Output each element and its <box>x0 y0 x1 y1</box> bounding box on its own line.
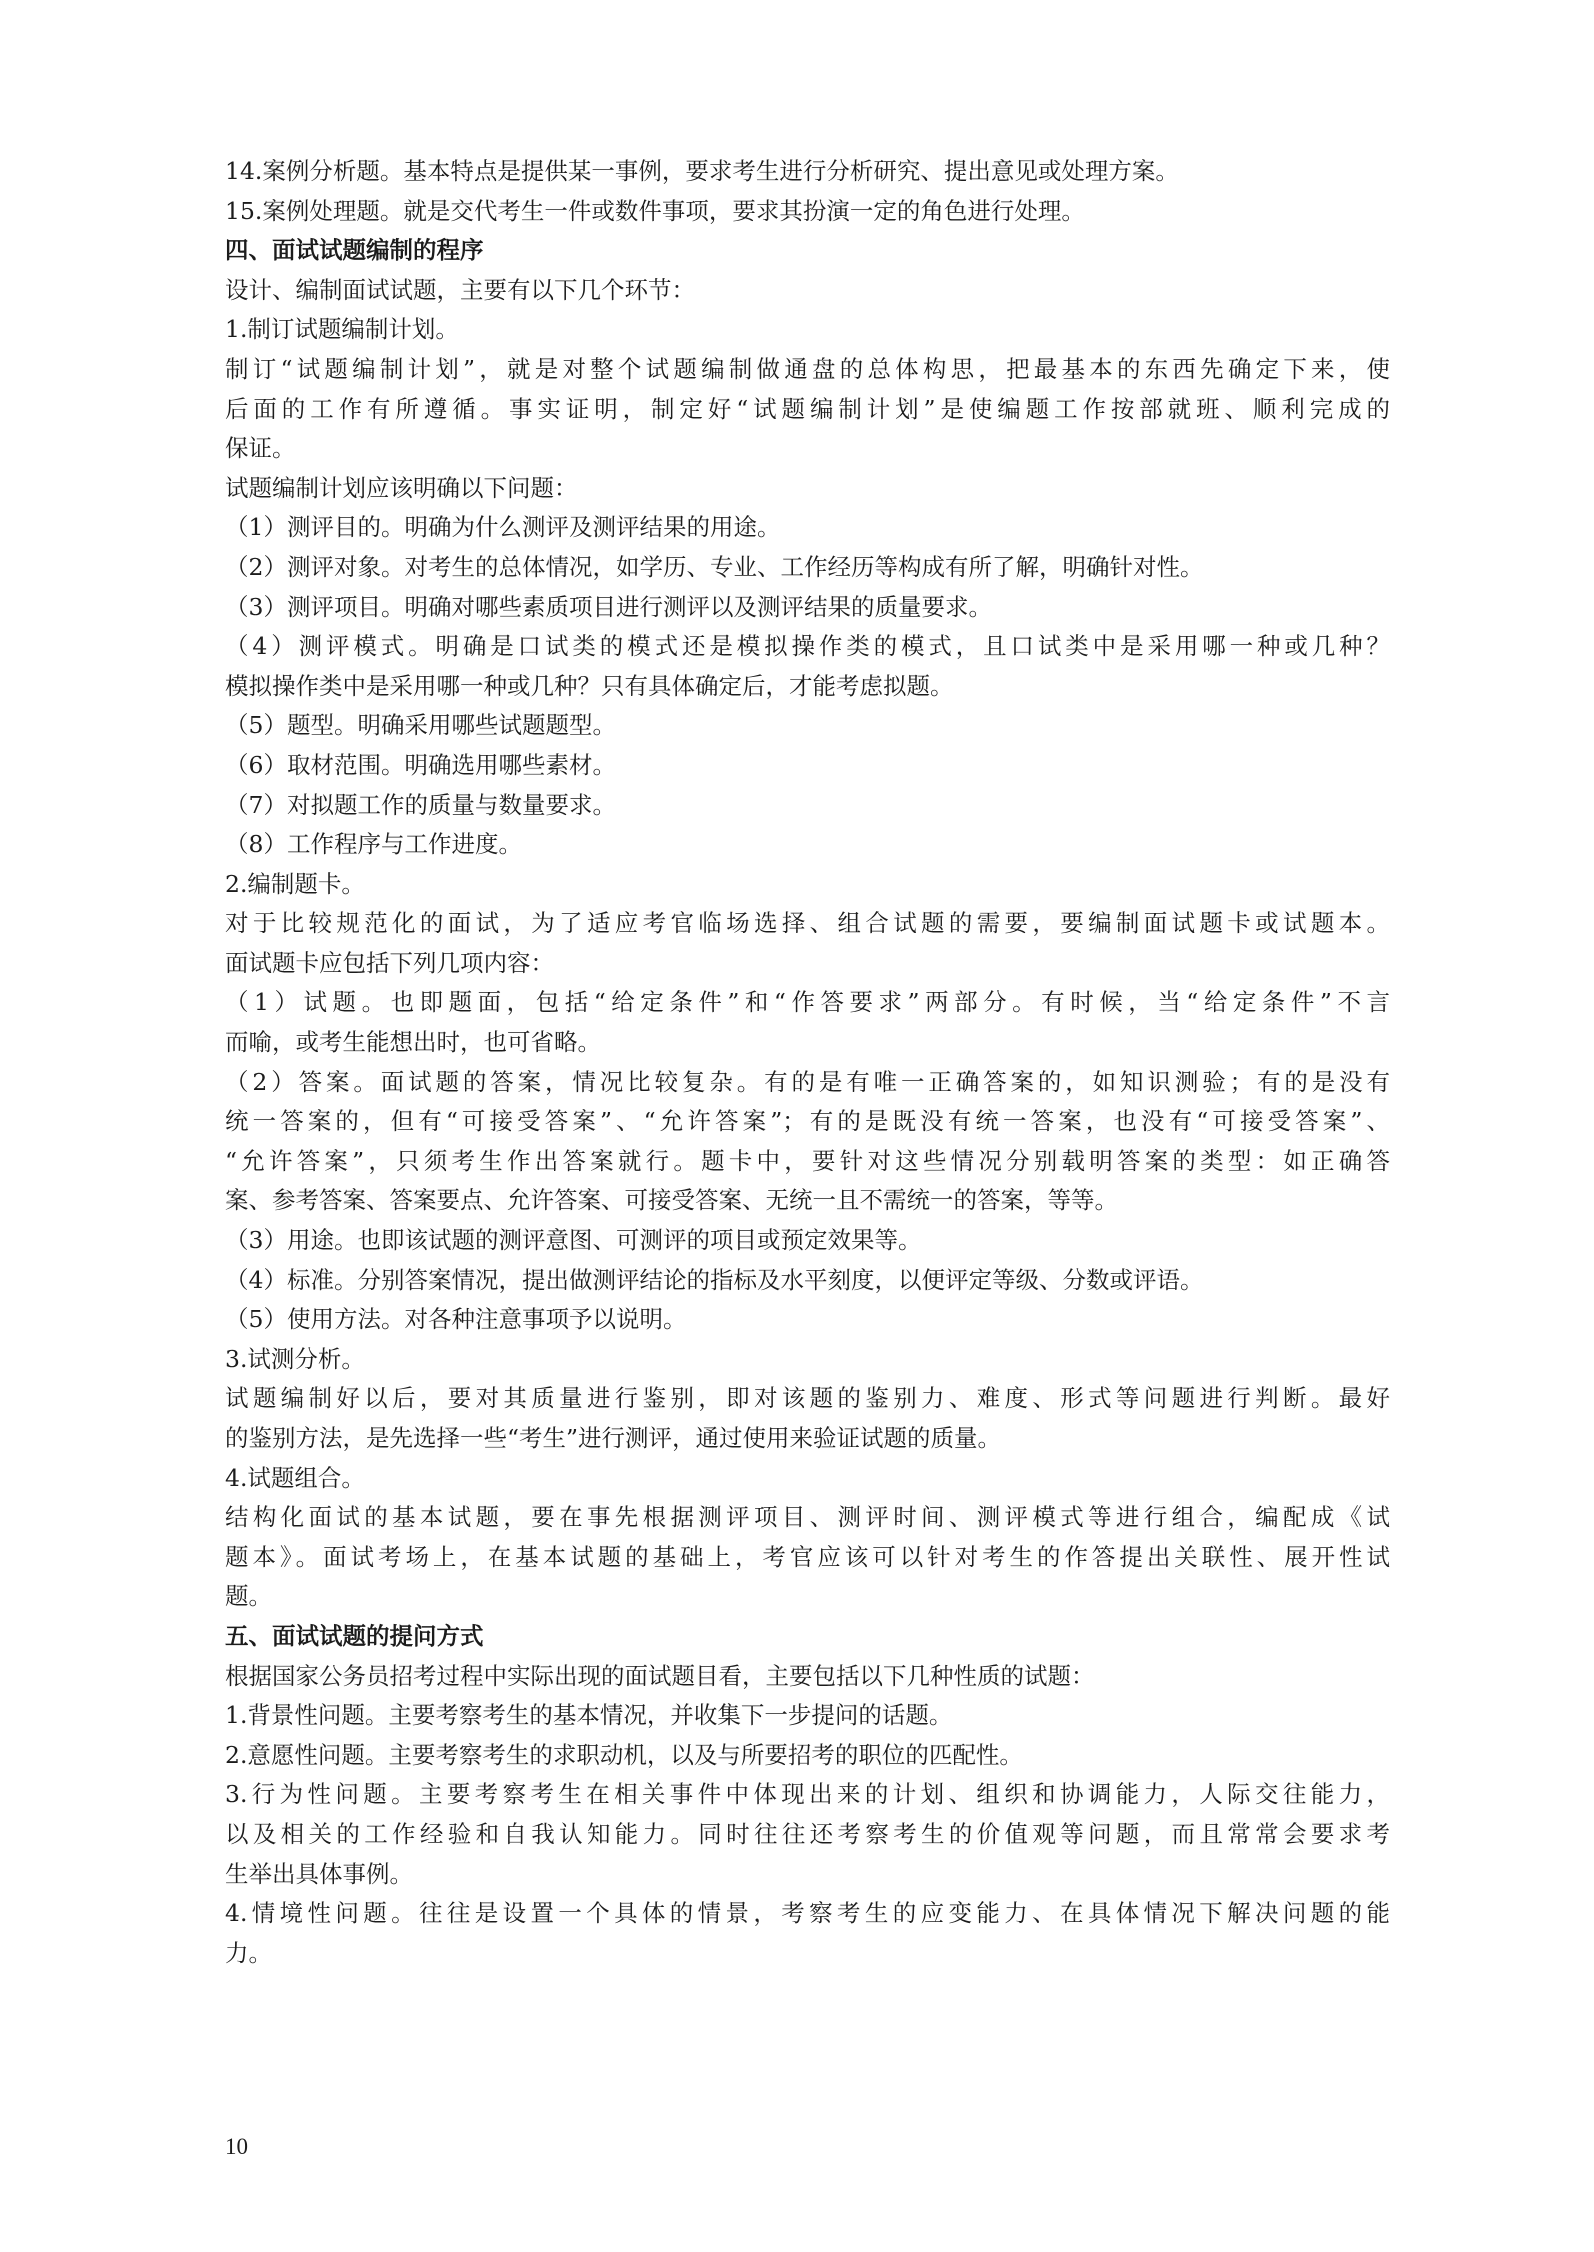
section-heading: 四、面试试题编制的程序 <box>225 236 484 265</box>
text-line: 生举出具体事例。 <box>225 1859 413 1888</box>
text-line: 14.案例分析题。基本特点是提供某一事例，要求考生进行分析研究、提出意见或处理方案。 <box>225 157 1179 185</box>
text-line: （1）测评目的。明确为什么测评及测评结果的用途。 <box>225 513 781 542</box>
text-line: 15.案例处理题。就是交代考生一件或数件事项，要求其扮演一定的角色进行处理。 <box>225 196 1085 225</box>
section-heading: 五、面试试题的提问方式 <box>225 1621 484 1650</box>
text-line: 4.试题组合。 <box>225 1463 365 1492</box>
page-number: 10 <box>225 2134 248 2159</box>
text-line: （5）使用方法。对各种注意事项予以说明。 <box>225 1305 687 1334</box>
text-line: 3.行为性问题。主要考察考生在相关事件中体现出来的计划、组织和协调能力，人际交往能力， <box>225 1780 1390 1809</box>
page-body <box>225 152 1390 1973</box>
text-line: 试题编制计划应该明确以下问题： <box>225 473 578 502</box>
text-line: 根据国家公务员招考过程中实际出现的面试题目看，主要包括以下几种性质的试题： <box>225 1661 1095 1690</box>
text-line: 案、参考答案、答案要点、允许答案、可接受答案、无统一且不需统一的答案，等等。 <box>225 1186 1118 1215</box>
text-line: 1.制订试题编制计划。 <box>225 315 459 344</box>
text-line: （2）答案。面试题的答案，情况比较复杂。有的是有唯一正确答案的，如知识测验；有的是没有 <box>225 1067 1390 1096</box>
text-line: 以及相关的工作经验和自我认知能力。同时往往还考察考生的价值观等问题，而且常常会要求考 <box>225 1819 1390 1848</box>
text-line: “允许答案”，只须考生作出答案就行。题卡中，要针对这些情况分别载明答案的类型：如正确答 <box>225 1146 1390 1175</box>
text-line: 制订“试题编制计划”，就是对整个试题编制做通盘的总体构思，把最基本的东西先确定下来，使 <box>225 354 1390 383</box>
text-line: 力。 <box>225 1938 272 1967</box>
text-line: 1.背景性问题。主要考察考生的基本情况，并收集下一步提问的话题。 <box>225 1701 953 1730</box>
text-line: 结构化面试的基本试题，要在事先根据测评项目、测评时间、测评模式等进行组合，编配成《试 <box>225 1503 1390 1532</box>
text-line: 对于比较规范化的面试，为了适应考官临场选择、组合试题的需要，要编制面试题卡或试题本。 <box>225 909 1390 938</box>
text-line: 而喻，或考生能想出时，也可省略。 <box>225 1028 601 1057</box>
text-line: 的鉴别方法，是先选择一些“考生”进行测评，通过使用来验证试题的质量。 <box>225 1424 1002 1452</box>
text-line: 统一答案的，但有“可接受答案”、“允许答案”；有的是既没有统一答案，也没有“可接受答案”、 <box>225 1107 1390 1136</box>
text-line: （4）标准。分别答案情况，提出做测评结论的指标及水平刻度，以便评定等级、分数或评语。 <box>225 1265 1204 1294</box>
text-line: 后面的工作有所遵循。事实证明，制定好“试题编制计划”是使编题工作按部就班、顺利完成的 <box>225 394 1390 423</box>
text-line: 2.编制题卡。 <box>225 869 365 898</box>
text-line: 保证。 <box>225 434 296 463</box>
text-line: （8）工作程序与工作进度。 <box>225 830 522 859</box>
text-line: （7）对拟题工作的质量与数量要求。 <box>225 790 616 819</box>
text-line: 模拟操作类中是采用哪一种或几种？只有具体确定后，才能考虑拟题。 <box>225 671 954 700</box>
text-line: 面试题卡应包括下列几项内容： <box>225 948 554 977</box>
text-line: （4）测评模式。明确是口试类的模式还是模拟操作类的模式，且口试类中是采用哪一种或几种？ <box>225 632 1390 661</box>
text-line: 4.情境性问题。往往是设置一个具体的情景，考察考生的应变能力、在具体情况下解决问题的能 <box>225 1899 1390 1928</box>
text-line: 题。 <box>225 1582 272 1611</box>
text-line: （1）试题。也即题面，包括“给定条件”和“作答要求”两部分。有时候，当“给定条件”不言 <box>225 988 1390 1017</box>
text-line: 试题编制好以后，要对其质量进行鉴别，即对该题的鉴别力、难度、形式等问题进行判断。最好 <box>225 1384 1390 1413</box>
text-line: （6）取材范围。明确选用哪些素材。 <box>225 750 616 779</box>
text-line: （5）题型。明确采用哪些试题题型。 <box>225 711 616 740</box>
text-line: （3）用途。也即该试题的测评意图、可测评的项目或预定效果等。 <box>225 1226 922 1255</box>
text-line: （2）测评对象。对考生的总体情况，如学历、专业、工作经历等构成有所了解，明确针对性。 <box>225 552 1204 581</box>
text-line: 题本》。面试考场上，在基本试题的基础上，考官应该可以针对考生的作答提出关联性、展开性试 <box>225 1542 1390 1571</box>
text-line: 2.意愿性问题。主要考察考生的求职动机，以及与所要招考的职位的匹配性。 <box>225 1740 1023 1769</box>
text-line: 设计、编制面试试题，主要有以下几个环节： <box>225 275 695 304</box>
text-line: 3.试测分析。 <box>225 1344 365 1373</box>
text-line: （3）测评项目。明确对哪些素质项目进行测评以及测评结果的质量要求。 <box>225 592 992 621</box>
